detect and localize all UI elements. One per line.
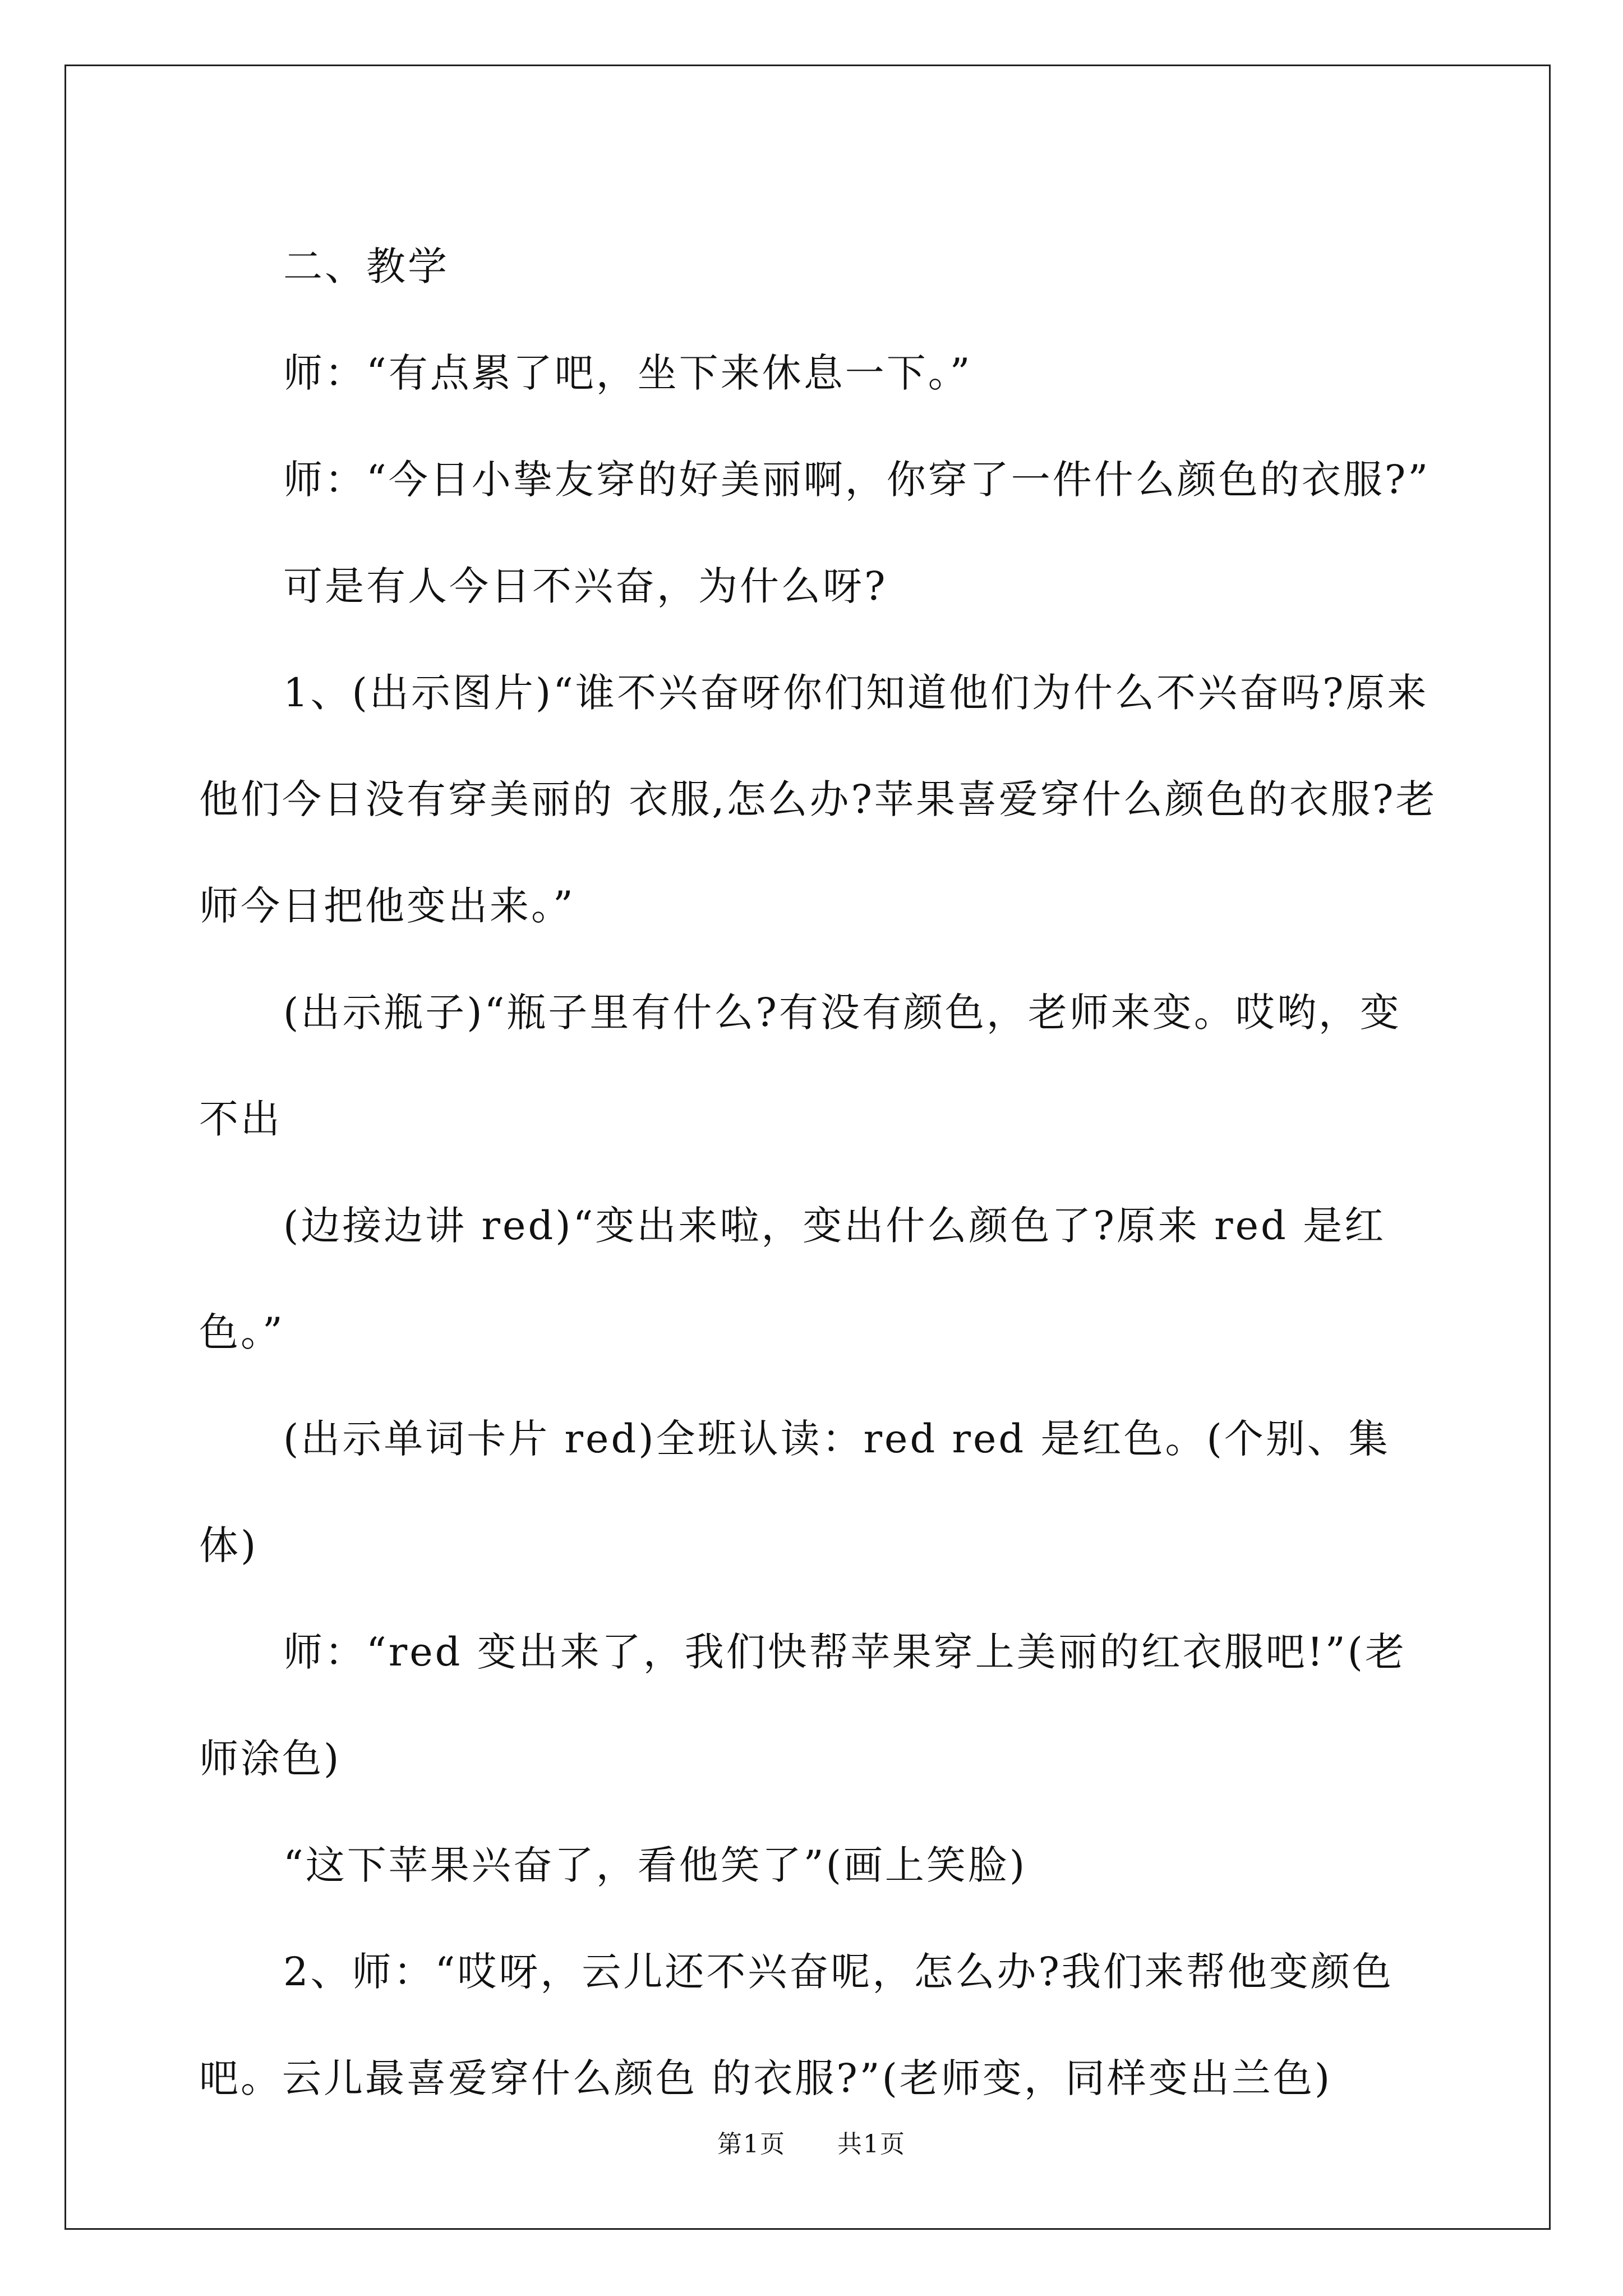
paragraph: (边接边讲 red)“变出来啦，变出什么颜色了?原来 red 是红色。” xyxy=(199,1203,1386,1355)
paragraph: 师：“有点累了吧，坐下来休息一下。” xyxy=(283,350,972,396)
page-footer xyxy=(0,2124,1623,2160)
paragraph: 1、(出示图片)“谁不兴奋呀你们知道他们为什么不兴奋吗?原来他们今日没有穿美丽的 衣服,怎么办?苹果喜爱穿什么颜色的衣服?老师今日把他变出来。” xyxy=(199,670,1437,929)
paragraph: 2、师：“哎呀，云儿还不兴奋呢，怎么办?我们来帮他变颜色吧。云儿最喜爱穿什么颜色 的衣服?”(老师变，同样变出兰色) xyxy=(199,1949,1394,2101)
paragraph: 师：“red 变出来了，我们快帮苹果穿上美丽的红衣服吧!”(老师涂色) xyxy=(199,1629,1407,1782)
page-number: 第1页 xyxy=(717,2130,786,2159)
document-body xyxy=(199,213,1438,2132)
paragraph-heading: 二、教学 xyxy=(283,243,449,289)
paragraph: (出示瓶子)“瓶子里有什么?有没有颜色，老师来变。哎哟，变不出 xyxy=(199,990,1401,1142)
paragraph: (出示单词卡片 red)全班认读：red red 是红色。(个别、集体) xyxy=(199,1416,1390,1568)
page-count: 共1页 xyxy=(837,2130,906,2159)
paragraph: 可是有人今日不兴奋，为什么呀? xyxy=(283,563,888,609)
paragraph: 师：“今日小挚友穿的好美丽啊，你穿了一件什么颜色的衣服?” xyxy=(283,457,1431,503)
paragraph: “这下苹果兴奋了，看他笑了”(画上笑脸) xyxy=(283,1842,1027,1888)
